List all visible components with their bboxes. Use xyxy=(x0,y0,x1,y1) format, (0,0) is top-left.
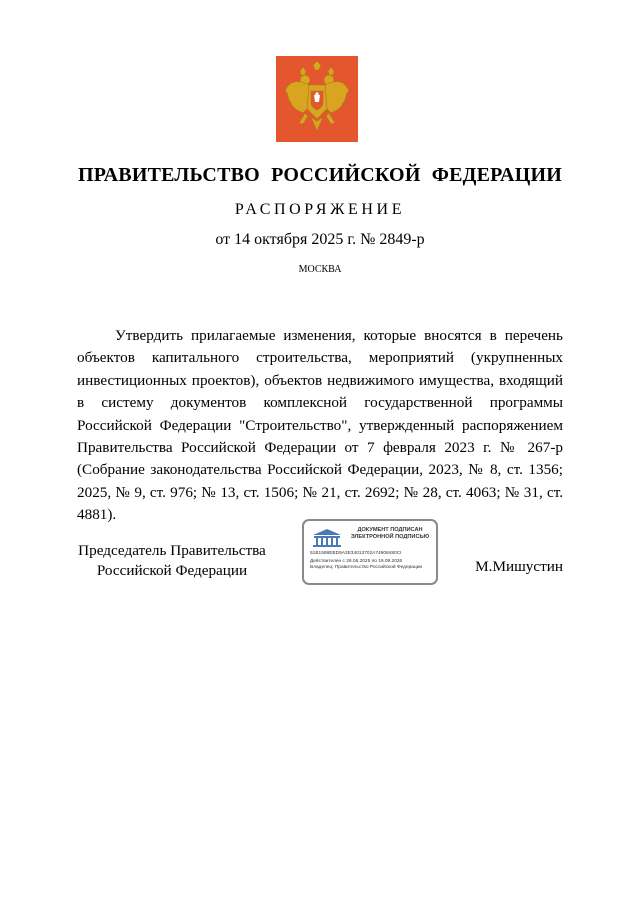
document-city: МОСКВА xyxy=(298,264,342,275)
electronic-signature-stamp xyxy=(302,519,438,585)
organization-title: ПРАВИТЕЛЬСТВО РОССИЙСКОЙ ФЕДЕРАЦИИ xyxy=(78,164,562,186)
stamp-title-line-2: ЭЛЕКТРОННОЙ ПОДПИСЬЮ xyxy=(350,534,430,540)
signer-position xyxy=(77,541,267,581)
document-date-number: от 14 октября 2025 г. № 2849-р xyxy=(215,231,425,248)
stamp-validity: Действителен с 26.06.2025 по 19.09.2026 xyxy=(310,559,403,564)
signer-position-line-2: Российской Федерации xyxy=(96,562,248,579)
stamp-title xyxy=(344,527,436,541)
stamp-title-line-1: ДОКУМЕНТ ПОДПИСАН xyxy=(357,527,423,533)
government-building-icon xyxy=(310,527,344,549)
order-paragraph: Утвердить прилагаемые изменения, которые вносятся в перечень объектов капитального строительства, мероприятий (укрупненных инвестиционных проектов), объектов недвижимого имущества, входящий в систему документов комплексной государственной программы Российской Федерации "Строительство", утвержденный распоряжением Правительства Российской Федерации от 7 февраля 2023 г. № 267-р (Собрание законодательства Российской Федерации, 2023, № 8, ст. 1356; 2025, № 9, ст. 976; № 13, ст. 1506; № 21, ст. 2692; № 28, ст. 4063; № 31, ст. 4881). xyxy=(77,327,563,524)
stamp-owner: Владелец: Правительство Российской Федерации xyxy=(310,565,423,570)
signer-name: М.Мишустин xyxy=(475,558,563,575)
double-headed-eagle-graphic xyxy=(283,61,351,137)
stamp-certificate: 51B1588EBD9A3E34013702A74908480CI xyxy=(310,551,402,556)
signer-position-line-1: Председатель Правительства xyxy=(78,542,266,559)
document-type: РАСПОРЯЖЕНИЕ xyxy=(234,201,406,218)
coat-of-arms-icon xyxy=(276,56,358,142)
